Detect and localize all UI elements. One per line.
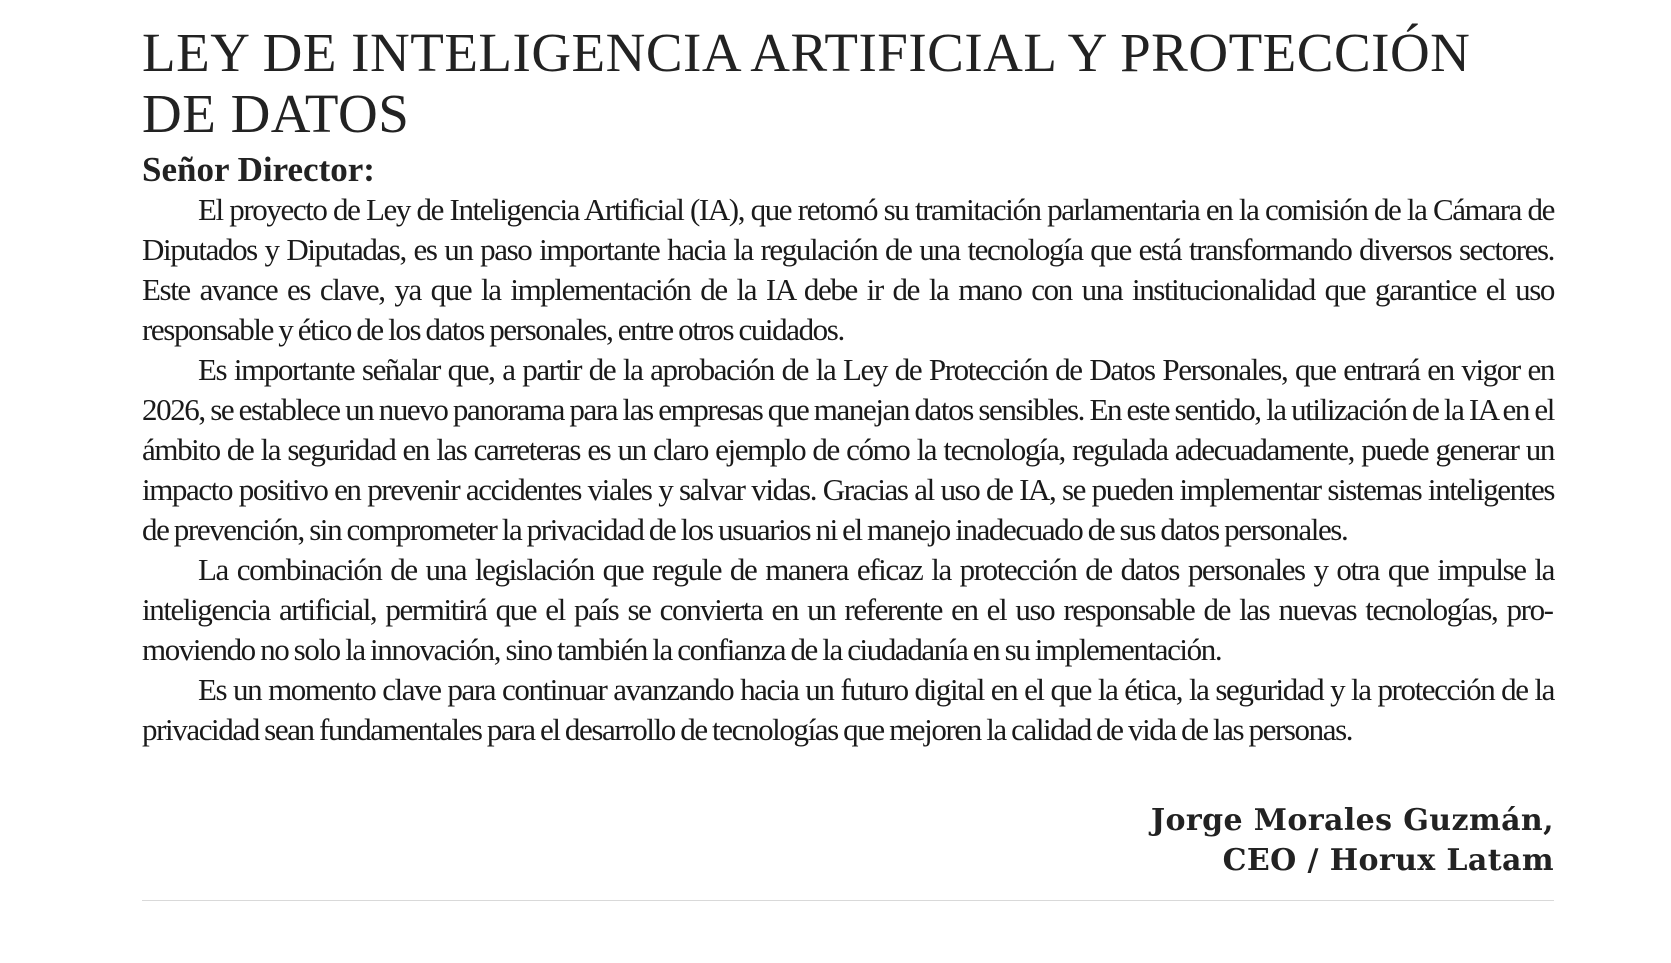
letter-to-editor bbox=[142, 22, 1554, 750]
author-title: CEO / Horux Latam bbox=[1222, 843, 1554, 878]
signature-block bbox=[1151, 801, 1554, 881]
author-name: Jorge Morales Guzmán, bbox=[1150, 803, 1554, 838]
paragraph-2: Es importante señalar que, a partir de la aprobación de la Ley de Protección de Datos Personales, que entrará en vigor en 2026, se establece un nuevo panorama para las empresas que manejan datos sensibles. En este sentido, la utilización de la IA en el ámbito de la seguridad en las carreteras es un claro ejemplo de cómo la tecnología, regulada adecuadamente, puede generar un impacto positivo en prevenir accidentes viales y salvar vidas. Gracias al uso de IA, se pueden implementar sistemas inteligentes de prevención, sin comprometer la privacidad de los usuarios ni el manejo inadecuado de sus datos personales. bbox=[142, 352, 1554, 547]
headline: LEY DE INTELIGENCIA ARTIFICIAL Y PROTECCIÓN DE DATOS bbox=[142, 22, 1471, 144]
salutation: Señor Director: bbox=[142, 150, 375, 189]
paragraph-4: Es un momento clave para continuar avanzando hacia un futuro digital en el que la ética, la seguridad y la protección de la privacidad sean fundamentales para el desarrollo de tecnologías que mejoren la calidad de vida de las personas. bbox=[142, 672, 1554, 747]
paragraph-1: El proyecto de Ley de Inteligencia Artificial (IA), que retomó su tramitación parlamentaria en la comisión de la Cámara de Diputados y Diputadas, es un paso importante hacia la regulación de una tecnología que está transformando diversos sectores. Este avance es clave, ya que la implementación de la IA debe ir de la mano con una institucionalidad que garantice el uso responsable y ético de los datos personales, entre otros cuidados. bbox=[142, 192, 1554, 347]
bottom-divider bbox=[142, 900, 1554, 901]
letter-body bbox=[142, 190, 1554, 750]
paragraph-3: La combinación de una legislación que regule de manera eficaz la protección de datos personales y otra que impulse la inteligencia artificial, permitirá que el país se convierta en un referente en el uso responsable de las nuevas tecnologías, promoviendo no solo la innovación, sino también la confianza de la ciudadanía en su implementación. bbox=[142, 552, 1554, 667]
